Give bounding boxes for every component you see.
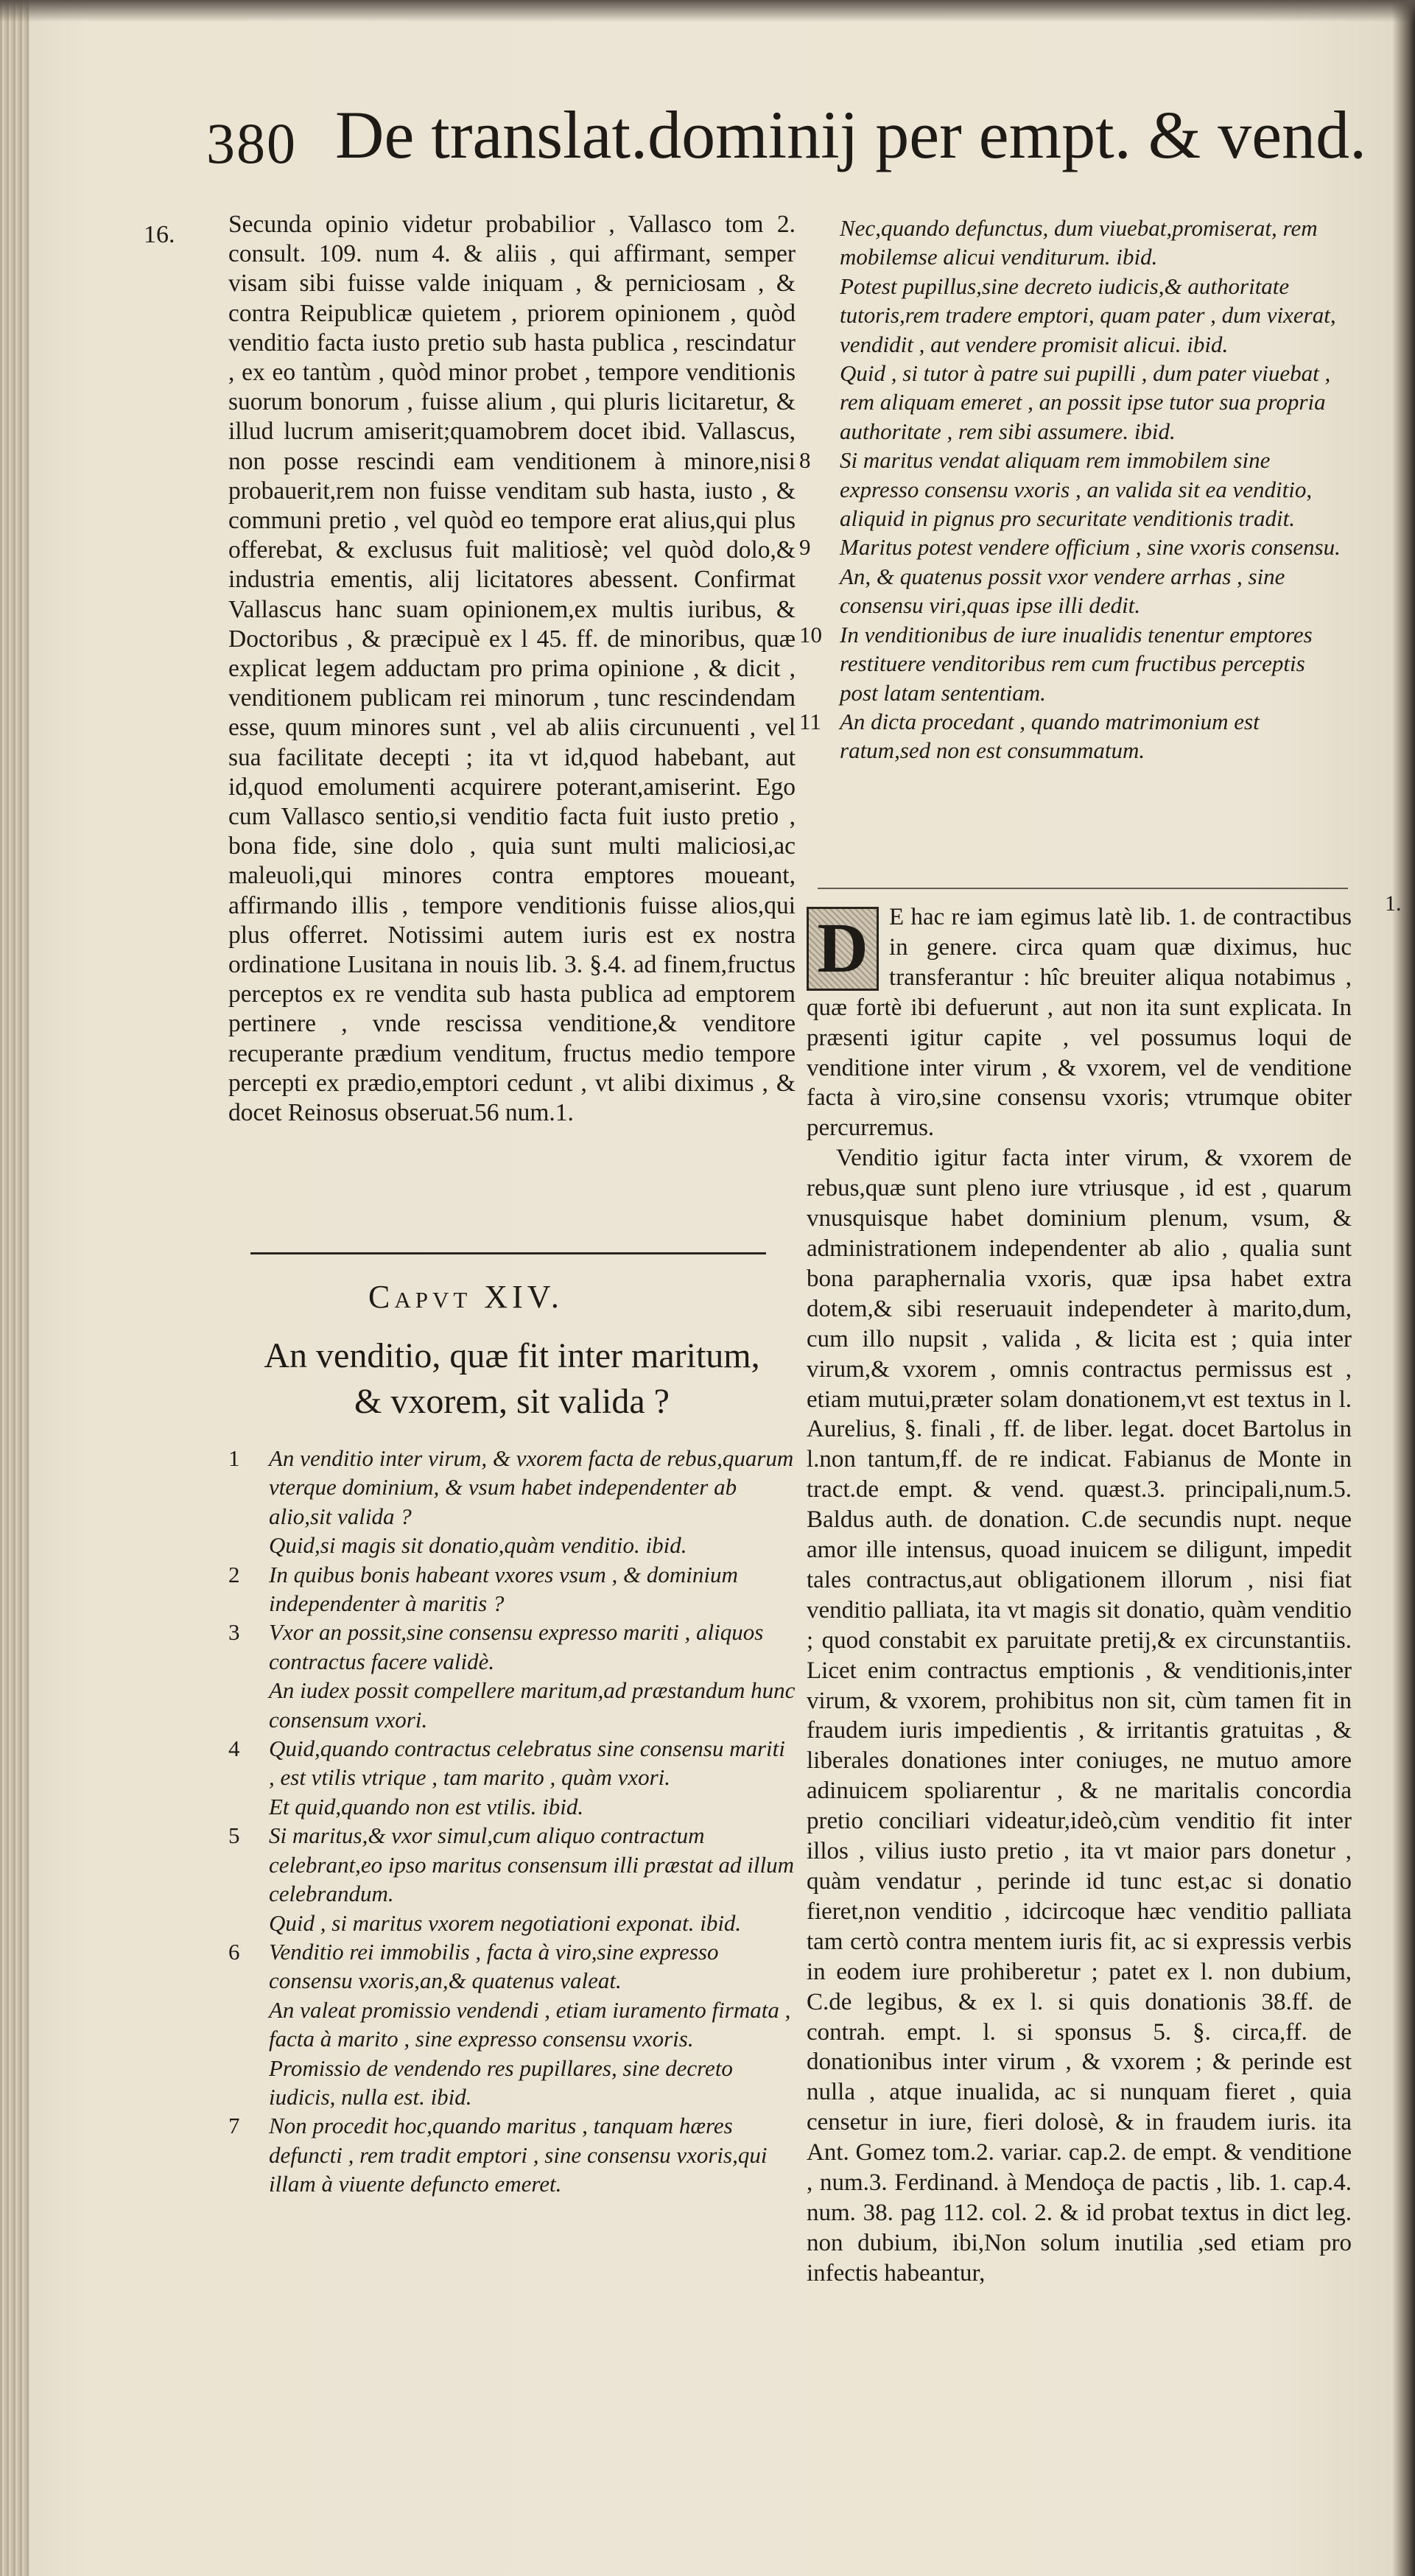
paragraph — [807, 902, 1352, 1143]
summary-text: Quid , si tutor à patre sui pupilli , dum pater viuebat , rem aliquam emeret , an possit ipse tutor sua propria authoritate , rem sibi assumere. ibid. — [840, 360, 1331, 444]
summary-item — [228, 1676, 796, 1734]
summary-item — [228, 1560, 796, 1618]
summary-number: 3 — [228, 1619, 240, 1646]
summary-list-right — [799, 214, 1344, 765]
summary-text: Potest pupillus,sine decreto iudicis,& authoritate tutoris,rem tradere emptori, quam pater , dum vixerat, vendidit , aut vendere promisit alicui. ibid. — [840, 273, 1336, 357]
paragraph: Venditio igitur facta inter virum, & vxorem de rebus,quæ sunt pleno iure vtriusque , id est , quarum vnusquisque habet dominium plenum, vsum, & administrationem independenter ab alio , qualia sunt bona paraphernalia vxoris, quæ ipsa habet extra dotem,& sibi reseruauit independeter à marito,dum, cum illo nupsit , valida , & licita est ; quia inter virum,& vxorem , omnis contractus permissus est , etiam mutui,præter solam donationem,vt est textus in l. Aurelius, §. finali , ff. de liber. legat. docet Bartolus in l.non tantum,ff. de re indicat. Fabianus de Monte in tract.de empt. & vend. quæst.3. principali,num.5. Baldus auth. de donation. C.de secundis nupt. neque amor ille intensus, quoad inuicem se diligunt, impedit tales contractus,aut obligationem illorum , nisi fiat venditio palliata, ita vt magis sit donatio, quàm venditio ; quod constabit ex paruitate pretij,& ex circunstantiis. Licet enim contractus emptionis , & venditionis,inter virum, & vxorem, prohibitus non sit, cùm tamen fit in fraudem iuris impedientis , & irritantis gratuitas , & liberales donationes inter coniuges, ne mutuo amore adinuicem spoliarentur , & ne maritalis concordia pretio conciliari videatur,ideò,cùm venditio fit inter illos , vilius iusto pretio , ita vt maior pars donetur , quàm vendatur , perinde id tunc est,ac si donatio fieret,non venditio , idcircoque hæc venditio palliata tam certò contra mentem iuris fit, ac si expressis verbis in eodem iure prohiberetur ; patet ex l. non dubium, C.de legibus, & ex l. si quis donationis 38.ff. de contrah. empt. l. si sponsus 5. §. circa,ff. de donationibus inter virum , & vxorem ; & perinde est nulla , atque inualida, ac si nunquam fieret , quia censetur in iure, fieri dolosè, & in fraudem iuris. ita Ant. Gomez tom.2. variar. cap.2. de empt. & venditione , num.3. Ferdinand. à Mendoça de pactis , lib. 1. cap.4. num. 38. pag 112. col. 2. & id probat textus in dict leg. non dubium, ibi,Non solum inutilia ,sed etiam pro infectis habeantur, — [807, 1145, 1352, 2287]
summary-text: Non procedit hoc,quando maritus , tanquam hæres defuncti , rem tradit emptori , sine consensu vxoris,qui illam à viuente defuncto emeret. — [269, 2113, 768, 2197]
summary-item — [228, 1821, 796, 1908]
summary-number: 11 — [799, 708, 821, 734]
margin-number-right: 1. — [1385, 891, 1402, 916]
summary-number: 6 — [228, 1938, 240, 1965]
decorated-initial: D — [807, 907, 879, 991]
summary-text: Quid , si maritus vxorem negotiationi exponat. ibid. — [269, 1909, 742, 1936]
summary-text: An dicta procedant , quando matrimonium est ratum,sed non est consummatum. — [840, 708, 1260, 764]
right-column-text — [807, 902, 1352, 2289]
summary-text: Si maritus,& vxor simul,cum aliquo contractum celebrant,eo ipso maritus consensum illi præstat ad illum celebrandum. — [269, 1822, 794, 1907]
summary-text: In quibus bonis habeant vxores vsum , & dominium independenter à maritis ? — [269, 1561, 738, 1617]
paragraph: Secunda opinio videtur probabilior , Vallasco tom 2. consult. 109. num 4. & aliis , qui affirmant, semper visam sibi fuisse valde iniquam , & perniciosam , & contra Reipublicæ quietem , priorem opinionem , quòd venditio facta iusto pretio sub hasta publica , rescindatur , ex eo tantùm , quòd minor probet , tempore venditionis suorum bonorum , fuisse alium , qui pluris licitaretur, & illud lucrum amiserit;quamobrem docet ibid. Vallascus, non posse rescindi eam venditionem à minore,nisi probauerit,rem non fuisse venditam sub hasta, iusto , & communi pretio , vel quòd eo tempore erat alius,qui plus offerebat, & exclusus fuit malitiosè; vel quòd dolo,& industria ementis, alij licitatores abessent. Confirmat Vallascus hanc suam opinionem,ex multis iuribus, & Doctoribus , & præcipuè ex l 45. ff. de minoribus, quæ explicat legem adductam pro prima opinione , & dicit , venditionem publicam rei minorum , tunc rescindendam esse, quum minores sunt , vel ab aliis circunuenti , vel sua facilitate decepti ; ita vt id,quod habebant, aut id,quod emolumenti acquirere poterant,amiserint. Ego cum Vallasco sentio,si venditio facta fuit iusto pretio , bona fide, sine dolo , quia sunt multi maliciosi,ac maleuoli,qui minores contra emptores moueant, affirmando illis , tempore venditionis fuisse alios,qui plus offerret. Notissimi autem iuris est ex nostra ordinatione Lusitana in nouis lib. 3. §.4. ad finem,fructus perceptos ex re vendita sub hasta publica ad emptorem pertinere , vnde rescissa venditione,& venditore recuperante prædium venditum, fructus medio tempore percepti ex prædio,emptori cedunt , vt alibi diximus , & docet Reinosus obseruat.56 num.1. — [228, 211, 796, 1127]
summary-number: 8 — [799, 447, 811, 474]
summary-item — [228, 1444, 796, 1531]
summary-text: An venditio inter virum, & vxorem facta de rebus,quarum vterque dominium, & vsum habet independenter ab alio,sit valida ? — [269, 1445, 794, 1529]
section-rule — [250, 1252, 766, 1254]
left-column-text — [228, 210, 796, 1128]
summary-text: Quid,si magis sit donatio,quàm venditio. ibid. — [269, 1532, 687, 1559]
summary-item — [799, 707, 1344, 765]
summary-item — [799, 446, 1344, 533]
summary-number: 4 — [228, 1736, 240, 1762]
summary-item — [799, 562, 1344, 620]
top-shadow — [0, 0, 1415, 22]
chapter-title-line-2: & vxorem, sit valida ? — [354, 1382, 670, 1421]
summary-item — [799, 533, 1344, 561]
summary-item — [228, 1909, 796, 1937]
book-gutter-edge — [0, 0, 29, 2576]
chapter-title-line-1: An venditio, quæ fit inter maritum, — [264, 1336, 760, 1375]
summary-text: An valeat promissio vendendi , etiam iuramento firmata , facta à marito , sine expresso consensu vxoris. — [269, 1996, 791, 2052]
summary-item — [799, 214, 1344, 272]
summary-number: 2 — [228, 1561, 240, 1587]
summary-item — [799, 620, 1344, 707]
summary-text: Si maritus vendat aliquam rem immobilem sine expresso consensu vxoris , an valida sit ea venditio, aliquid in pignus pro securitate venditionis tradit. — [840, 447, 1313, 532]
paragraph-text: E hac re iam egimus latè lib. 1. de contractibus in genere. circa quam quæ diximus, huc transferantur : hîc breuiter aliqua notabimus , quæ fortè ibi defuerunt , aut non ita sunt explicata. In præsenti igitur capite , vel possumus loqui de venditione inter virum , & vxorem, vel de venditione facta à viro,sine consensu vxoris; vtrumque obiter percurremus. — [807, 904, 1352, 1142]
summary-item — [228, 1996, 796, 2054]
summary-item — [228, 1531, 796, 1559]
summary-item — [799, 359, 1344, 446]
summary-item — [228, 1937, 796, 1996]
summary-text: Vxor an possit,sine consensu expresso mariti , aliquos contractus facere validè. — [269, 1619, 764, 1674]
summary-text: Maritus potest vendere officium , sine vxoris consensu. — [840, 534, 1341, 561]
chapter-title — [228, 1333, 796, 1425]
summary-item — [228, 1734, 796, 1792]
page-header — [206, 96, 1367, 199]
page-number: 380 — [206, 111, 297, 175]
summary-number: 7 — [228, 2113, 240, 2139]
summary-number: 5 — [228, 1822, 240, 1849]
summary-item — [228, 2054, 796, 2112]
summary-text: Nec,quando defunctus, dum viuebat,promiserat, rem mobilemse alicui venditurum. ibid. — [840, 215, 1318, 270]
summary-item — [799, 272, 1344, 359]
summary-item — [228, 1792, 796, 1821]
summary-text: In venditionibus de iure inualidis tenentur emptores restituere venditoribus rem cum fructibus perceptis post latam sententiam. — [840, 621, 1313, 706]
caput-heading: Capvt XIV. — [368, 1279, 563, 1315]
summary-text: Et quid,quando non est vtilis. ibid. — [269, 1793, 584, 1819]
summary-text: Quid,quando contractus celebratus sine consensu mariti , est vtilis vtrique , tam marito , quàm vxori. — [269, 1736, 785, 1791]
summary-end-rule — [818, 888, 1348, 889]
summary-list-left — [228, 1444, 796, 2199]
summary-number: 1 — [228, 1445, 240, 1471]
summary-item — [228, 2111, 796, 2198]
margin-number-left: 16. — [144, 221, 175, 248]
summary-number: 9 — [799, 534, 811, 561]
summary-text: An iudex possit compellere maritum,ad præstandum hunc consensum vxori. — [269, 1677, 796, 1733]
summary-text: Venditio rei immobilis , facta à viro,sine expresso consensu vxoris,an,& quatenus valeat. — [269, 1938, 719, 1994]
summary-text: Promissio de vendendo res pupillares, sine decreto iudicis, nulla est. ibid. — [269, 2054, 733, 2110]
running-title: De translat.dominij per empt. & vend. — [335, 97, 1367, 172]
summary-text: An, & quatenus possit vxor vendere arrhas , sine consensu viri,quas ipse illi dedit. — [840, 563, 1285, 619]
summary-number: 10 — [799, 621, 822, 647]
summary-item — [228, 1618, 796, 1676]
